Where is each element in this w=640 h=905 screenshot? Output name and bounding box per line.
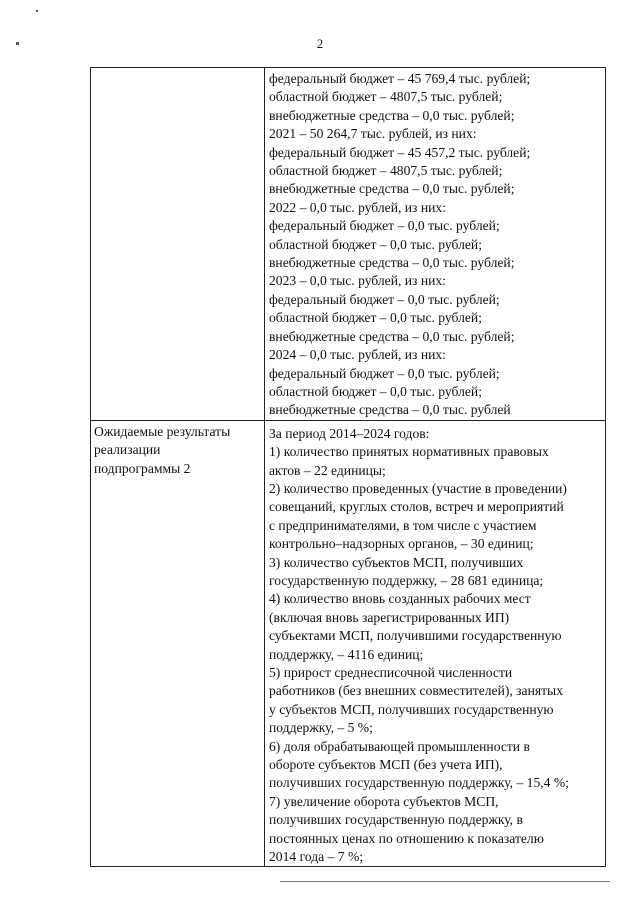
results-line: получивших государственную поддержку, в [269, 812, 523, 828]
results-line: поддержку, – 5 %; [269, 720, 373, 736]
table-row-results [91, 420, 606, 867]
funding-line: 2023 – 0,0 тыс. рублей, из них: [269, 273, 446, 289]
funding-line: областной бюджет – 0,0 тыс. рублей; [269, 310, 482, 326]
funding-line: федеральный бюджет – 0,0 тыс. рублей; [269, 291, 500, 307]
page-number: 2 [316, 36, 324, 51]
results-line: 1) количество принятых нормативных правовых [269, 444, 549, 460]
results-line: 3) количество субъектов МСП, получивших [269, 554, 524, 570]
results-line: 6) доля обрабатывающей промышленности в [269, 738, 530, 754]
funding-line: 2021 – 50 264,7 тыс. рублей, из них: [269, 126, 477, 142]
funding-line: федеральный бюджет – 45 769,4 тыс. рублей; [269, 71, 531, 86]
results-line: поддержку, – 4116 единиц; [269, 646, 424, 662]
results-line: 2014 года – 7 %; [269, 849, 364, 865]
results-line: (включая вновь зарегистрированных ИП) [269, 609, 510, 625]
results-line: 2) количество проведенных (участие в проведении) [269, 480, 567, 496]
funding-line: внебюджетные средства – 0,0 тыс. рублей; [269, 181, 515, 197]
funding-line: внебюджетные средства – 0,0 тыс. рублей [269, 402, 511, 418]
table-row-funding [91, 68, 606, 421]
passport-table [90, 67, 606, 867]
results-label-line: Ожидаемые результаты [94, 423, 231, 439]
results-line: За период 2014–2024 годов: [269, 425, 430, 441]
funding-line: федеральный бюджет – 45 457,2 тыс. рублей; [269, 144, 531, 160]
results-line: контрольно–надзорных органов, – 30 единиц; [269, 536, 534, 552]
results-line: актов – 22 единицы; [269, 462, 386, 478]
scan-speck [16, 42, 19, 45]
funding-line: внебюджетные средства – 0,0 тыс. рублей; [269, 107, 515, 123]
funding-line: областной бюджет – 0,0 тыс. рублей; [269, 236, 482, 252]
results-line: 7) увеличение оборота субъектов МСП, [269, 793, 499, 809]
funding-line: областной бюджет – 4807,5 тыс. рублей; [269, 89, 503, 105]
results-line: государственную поддержку, – 28 681 единица; [269, 572, 544, 588]
funding-line: внебюджетные средства – 0,0 тыс. рублей; [269, 328, 515, 344]
funding-line: областной бюджет – 4807,5 тыс. рублей; [269, 163, 503, 179]
results-line: получивших государственную поддержку, – 15,4 %; [269, 775, 569, 791]
results-line: совещаний, круглых столов, встреч и мероприятий [269, 499, 564, 515]
funding-line: областной бюджет – 0,0 тыс. рублей; [269, 383, 482, 399]
funding-line: внебюджетные средства – 0,0 тыс. рублей; [269, 255, 515, 271]
results-line: у субъектов МСП, получивших государственную [269, 701, 554, 717]
results-line: постоянных ценах по отношению к показателю [269, 830, 544, 846]
footer-rule [280, 881, 610, 882]
funding-label-cell [91, 68, 265, 421]
results-line: 5) прирост среднесписочной численности [269, 665, 513, 680]
results-line: субъектами МСП, получившими государственную [269, 628, 562, 644]
funding-line: федеральный бюджет – 0,0 тыс. рублей; [269, 218, 500, 234]
funding-line: федеральный бюджет – 0,0 тыс. рублей; [269, 365, 500, 381]
funding-value-cell [265, 68, 606, 421]
results-value-cell [265, 420, 606, 867]
results-label [91, 421, 264, 478]
funding-line: 2022 – 0,0 тыс. рублей, из них: [269, 199, 446, 215]
results-line: с предпринимателями, в том числе с участием [269, 517, 537, 533]
results-label-cell [91, 420, 265, 867]
results-label-line: реализации [94, 442, 161, 458]
results-line: 4) количество вновь созданных рабочих мест [269, 591, 531, 607]
scan-speck [36, 10, 38, 12]
funding-line: 2024 – 0,0 тыс. рублей, из них: [269, 347, 446, 363]
results-label-line: подпрограммы 2 [94, 460, 191, 476]
results-line: работников (без внешних совместителей), занятых [269, 683, 563, 699]
results-line: обороте субъектов МСП (без учета ИП), [269, 757, 503, 773]
